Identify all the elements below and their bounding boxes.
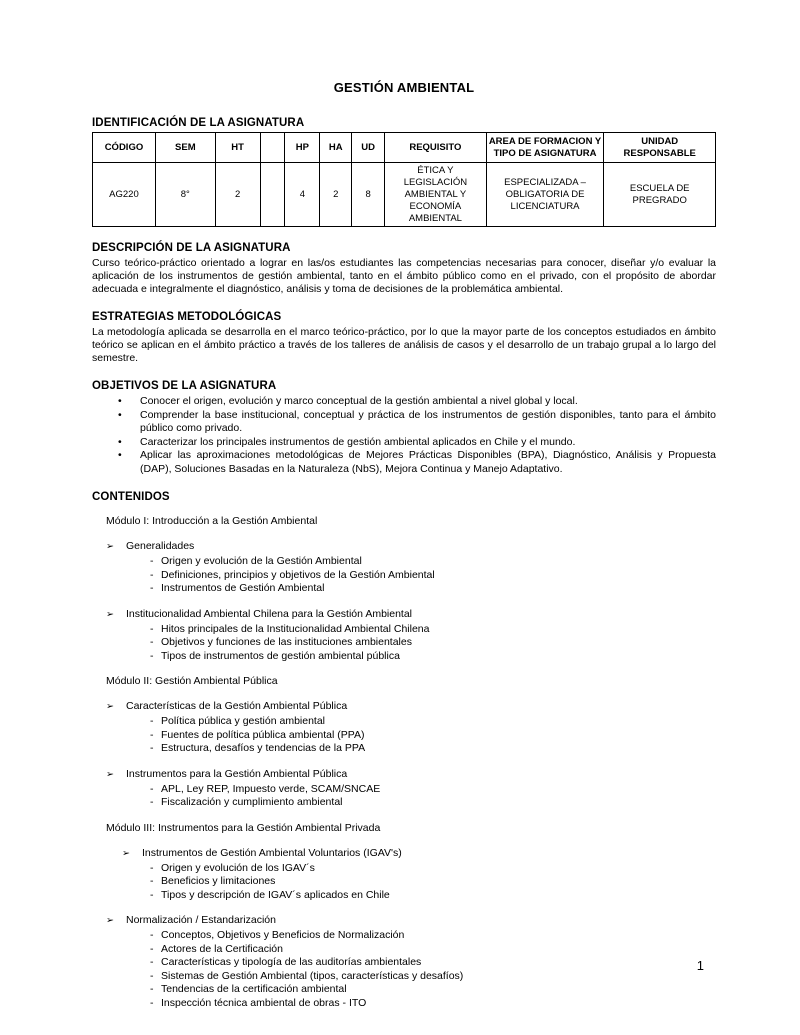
objective-item (92, 436, 716, 450)
arrow-icon: ➢ (106, 768, 114, 780)
subitem-row (150, 555, 716, 569)
estrategias-paragraph: La metodología aplicada se desarrolla en el marco teórico-práctico, por lo que la mayor parte de los conceptos estudiados en ámbito teórico se aplican en el ámbito práctico a través de los talleres de análisis de casos y el desarrollo de un trabajo grupal a lo largo del semestre. (92, 326, 716, 365)
table-data-row (93, 163, 716, 227)
subitem-text: Conceptos, Objetivos y Beneficios de Normalización (161, 929, 405, 942)
subitem-row (150, 862, 716, 876)
subitem-row (150, 997, 716, 1011)
subitem-text: Sistemas de Gestión Ambiental (tipos, características y desafíos) (161, 969, 464, 982)
topic-title: Instrumentos para la Gestión Ambiental Pública (126, 767, 348, 780)
subitem-row (150, 956, 716, 970)
header-codigo: CÓDIGO (93, 133, 156, 163)
objective-item (92, 409, 716, 436)
header-ud: UD (352, 133, 385, 163)
subitem-text: Origen y evolución de los IGAV´s (161, 861, 315, 874)
cell-ht: 2 (215, 163, 260, 227)
subitem-row (150, 650, 716, 664)
bullet-icon: • (118, 449, 122, 462)
subitem-text: Origen y evolución de la Gestión Ambiental (161, 555, 362, 568)
objetivos-heading: OBJETIVOS DE LA ASIGNATURA (92, 380, 277, 393)
subitem-row (150, 889, 716, 903)
dash-icon: - (150, 728, 154, 741)
subitem-row (150, 569, 716, 583)
bullet-icon: • (118, 435, 122, 448)
section-objetivos (92, 380, 716, 476)
dash-icon: - (150, 969, 154, 982)
dash-icon: - (150, 582, 154, 595)
topic-title: Características de la Gestión Ambiental Pública (126, 700, 348, 713)
objective-item (92, 395, 716, 409)
cell-blank (260, 163, 285, 227)
arrow-icon: ➢ (106, 541, 114, 553)
topic-row (106, 540, 716, 553)
header-blank (260, 133, 285, 163)
header-area-formacion: AREA DE FORMACION Y TIPO DE ASIGNATURA (486, 133, 604, 163)
subitem-text: Características y tipología de las auditorías ambientales (161, 956, 422, 969)
table-header-row (93, 133, 716, 163)
descripcion-heading: DESCRIPCIÓN DE LA ASIGNATURA (92, 242, 291, 255)
dash-icon: - (150, 875, 154, 888)
document-title: GESTIÓN AMBIENTAL (333, 80, 475, 95)
subitem-text: Fiscalización y cumplimiento ambiental (161, 796, 343, 809)
subitem-text: Definiciones, principios y objetivos de la Gestión Ambiental (161, 568, 435, 581)
cell-area-formacion: ESPECIALIZADA – OBLIGATORIA DE LICENCIATURA (486, 163, 604, 227)
module-title: Módulo III: Instrumentos para la Gestión Ambiental Privada (106, 821, 381, 834)
arrow-icon: ➢ (106, 608, 114, 620)
objective-text: Conocer el origen, evolución y marco conceptual de la gestión ambiental a nivel global y local. (140, 395, 578, 408)
section-descripcion (92, 242, 716, 296)
subitem-row (150, 582, 716, 596)
header-sem: SEM (155, 133, 215, 163)
dash-icon: - (150, 649, 154, 662)
dash-icon: - (150, 555, 154, 568)
cell-ha: 2 (320, 163, 352, 227)
subitem-row (150, 742, 716, 756)
topic-title: Normalización / Estandarización (126, 914, 276, 927)
bullet-icon: • (118, 408, 122, 421)
objective-item (92, 449, 716, 476)
subitem-row (150, 983, 716, 997)
cell-ud: 8 (352, 163, 385, 227)
subitem-text: Tipos y descripción de IGAV´s aplicados en Chile (161, 888, 390, 901)
dash-icon: - (150, 861, 154, 874)
subitem-row (150, 636, 716, 650)
topic-title: Generalidades (126, 540, 195, 553)
dash-icon: - (150, 622, 154, 635)
dash-icon: - (150, 782, 154, 795)
bullet-icon: • (118, 395, 122, 408)
arrow-icon: ➢ (106, 701, 114, 713)
subitem-row (150, 796, 716, 810)
subitem-row (150, 970, 716, 984)
section-identificacion (92, 117, 716, 227)
dash-icon: - (150, 636, 154, 649)
objective-text: Caracterizar los principales instrumentos de gestión ambiental aplicados en Chile y el mundo. (140, 435, 576, 448)
identificacion-heading: IDENTIFICACIÓN DE LA ASIGNATURA (92, 117, 305, 129)
cell-unidad-responsable: ESCUELA DE PREGRADO (604, 163, 716, 227)
topic-row (122, 847, 716, 860)
subitem-text: Instrumentos de Gestión Ambiental (161, 582, 325, 595)
topic-row (106, 914, 716, 927)
subitem-row (150, 715, 716, 729)
section-contenidos (92, 491, 716, 1010)
descripcion-paragraph: Curso teórico-práctico orientado a lograr en las/os estudiantes las competencias necesarias para conocer, diseñar y/o evaluar la aplicación de los instrumentos de gestión ambiental, tanto en el ámbito público como en el privado, con el propósito de abordar adecuada e integralmente el diagnóstico, análisis y toma de decisiones de la problemática ambiental. (92, 257, 716, 296)
cell-sem: 8° (155, 163, 215, 227)
subitem-text: Hitos principales de la Institucionalidad Ambiental Chilena (161, 622, 430, 635)
cell-hp: 4 (285, 163, 320, 227)
subitem-text: Objetivos y funciones de las instituciones ambientales (161, 636, 412, 649)
page-number: 1 (696, 958, 704, 973)
subitem-row (150, 783, 716, 797)
header-ha: HA (320, 133, 352, 163)
cell-codigo: AG220 (93, 163, 156, 227)
arrow-icon: ➢ (122, 847, 130, 859)
objectives-list (92, 395, 716, 476)
dash-icon: - (150, 942, 154, 955)
dash-icon: - (150, 888, 154, 901)
subitem-text: Fuentes de política pública ambiental (PPA) (161, 728, 365, 741)
header-unidad-responsable: UNIDAD RESPONSABLE (604, 133, 716, 163)
objective-text: Aplicar las aproximaciones metodológicas de Mejores Prácticas Disponibles (BPA), Diagnóstico, Análisis y Propuesta (DAP), Soluciones Basadas en la Naturaleza (NbS), Mejora Continua y Manejo Adaptativo. (140, 449, 716, 475)
objective-text: Comprender la base institucional, conceptual y práctica de los instrumentos de gestión disponibles, tanto para el ámbito público como privado. (140, 408, 716, 435)
subitem-text: Tipos de instrumentos de gestión ambiental pública (161, 649, 400, 662)
cell-requisito: ÉTICA Y LEGISLACIÓN AMBIENTAL Y ECONOMÍA AMBIENTAL (385, 163, 487, 227)
dash-icon: - (150, 929, 154, 942)
topic-title: Instrumentos de Gestión Ambiental Voluntarios (IGAV's) (142, 846, 402, 859)
module-title: Módulo I: Introducción a la Gestión Ambiental (106, 515, 318, 528)
subitem-text: Tendencias de la certificación ambiental (161, 983, 347, 996)
topic-title: Institucionalidad Ambiental Chilena para la Gestión Ambiental (126, 607, 413, 620)
module-title: Módulo II: Gestión Ambiental Pública (106, 675, 278, 688)
arrow-icon: ➢ (106, 915, 114, 927)
section-estrategias (92, 311, 716, 365)
subitem-row (150, 875, 716, 889)
topic-row (106, 608, 716, 621)
dash-icon: - (150, 568, 154, 581)
dash-icon: - (150, 715, 154, 728)
dash-icon: - (150, 983, 154, 996)
subitem-text: Estructura, desafíos y tendencias de la PPA (161, 742, 366, 755)
course-info-table (92, 132, 716, 227)
subitem-text: Actores de la Certificación (161, 942, 283, 955)
contenidos-heading: CONTENIDOS (92, 491, 170, 504)
header-ht: HT (215, 133, 260, 163)
topic-row (106, 700, 716, 713)
header-requisito: REQUISITO (385, 133, 487, 163)
dash-icon: - (150, 956, 154, 969)
dash-icon: - (150, 996, 154, 1009)
estrategias-heading: ESTRATEGIAS METODOLÓGICAS (92, 311, 282, 324)
subitem-text: Inspección técnica ambiental de obras - ITO (161, 996, 367, 1009)
subitem-row (150, 729, 716, 743)
subitem-row (150, 929, 716, 943)
subitem-text: Política pública y gestión ambiental (161, 715, 326, 728)
dash-icon: - (150, 796, 154, 809)
subitem-text: Beneficios y limitaciones (161, 875, 276, 888)
subitem-row (150, 623, 716, 637)
subitem-text: APL, Ley REP, Impuesto verde, SCAM/SNCAE (161, 782, 381, 795)
dash-icon: - (150, 742, 154, 755)
header-hp: HP (285, 133, 320, 163)
topic-row (106, 768, 716, 781)
subitem-row (150, 943, 716, 957)
